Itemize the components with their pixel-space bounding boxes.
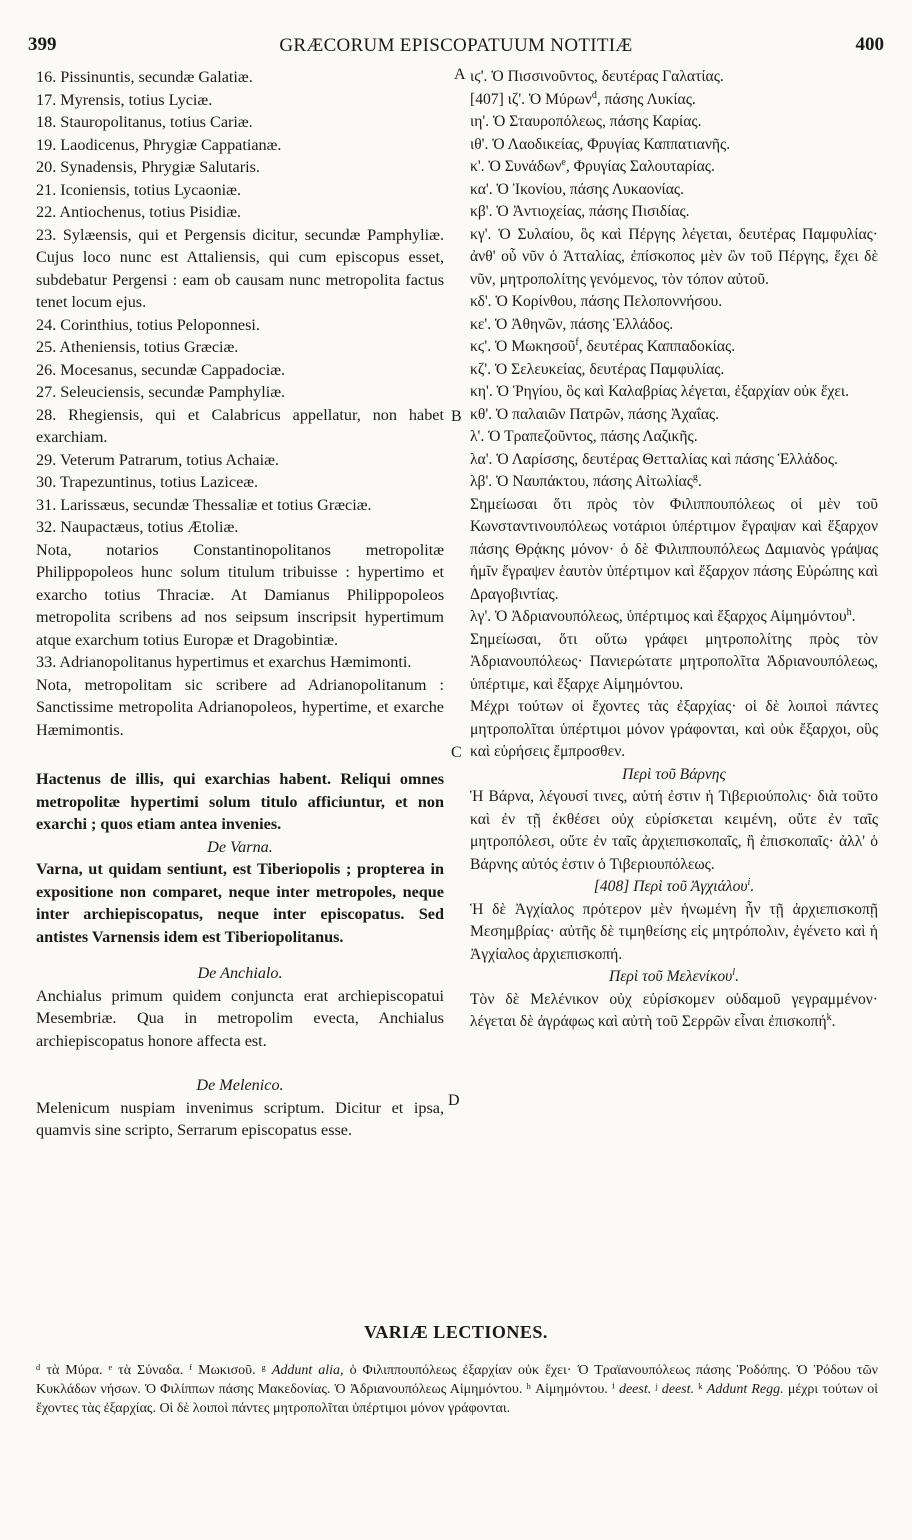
variae-lectiones-heading: VARIÆ LECTIONES. (364, 1322, 548, 1342)
greek-note: Σημείωσαι, ὅτι οὕτω γράφει μητροπολίτης πρὸς τὸν Ἀδριανουπόλεως· Πανιερώτατε μητροπολῖτα Ἀδριανουπόλεως, ὑπέρτιμε, καὶ ἔξαρχε Αἱμημόντου. (470, 630, 878, 693)
variant-marker: ᵍ (261, 1363, 266, 1378)
greek-entry: κθ'. Ὁ παλαιῶν Πατρῶν, πάσης Ἀχαΐας. (470, 405, 720, 423)
variant-editorial-note: deest. (661, 1382, 694, 1397)
latin-entry: 33. Adrianopolitanus hypertimus et exarchus Hæmimonti. (36, 653, 412, 671)
greek-entry: κϛ'. Ὁ Μωκησοῦ$^f$, δευτέρας Καππαδοκίας. (470, 336, 736, 355)
latin-column (36, 66, 444, 1142)
latin-entry: 20. Synadensis, Phrygiæ Salutaris. (36, 158, 260, 176)
greek-paragraph: Μέχρι τούτων οἱ ἔχοντες τὰς ἐξαρχίας· οἱ δὲ λοιποὶ πάντες μητροπολῖται ὑπέρτιμοι μόνον γράφονται, καὶ οὐκ ἔξαρχοι, οὓς καὶ εὑρήσεις ἔμπροσθεν. (470, 698, 878, 760)
running-title: GRÆCORUM EPISCOPATUUM NOTITIÆ (279, 35, 633, 56)
latin-entry: 29. Veterum Patrarum, totius Achaiæ. (36, 450, 279, 469)
variant-note: μέχρι τούτων οἱ ἔχοντες τὰς ἐξαρχίας. Οἱ δὲ λοιποὶ πάντες μητροπολῖται ὑπέρτιμοι μόνον γράφονται. (36, 1382, 878, 1416)
variant-note: ᵉ τὰ Σύναδα. (108, 1363, 184, 1378)
latin-entry: 31. Larissæus, secundæ Thessaliæ et totius Græciæ. (36, 495, 372, 514)
latin-entry: 21. Iconiensis, totius Lycaoniæ. (36, 180, 242, 199)
variant-editorial-note: Addunt Regg. (706, 1382, 784, 1397)
variant-note: ᶠ Μωκισοῦ. (189, 1363, 256, 1378)
greek-subheading: Περὶ τοῦ Βάρνης (622, 765, 726, 783)
latin-entry: 23. Sylæensis, qui et Pergensis dicitur, secundæ Pamphyliæ. Cujus loco nunc est Attaliensis, qui cum episcopus esset, subdebatur Pergensi : eam ob causam nunc metropolita factus tenet locum ejus. (36, 225, 444, 311)
greek-entry: ιη'. Ὁ Σταυροπόλεως, πάσης Καρίας. (470, 113, 702, 130)
margin-letter-c: C (451, 744, 462, 761)
latin-paragraph: Varna, ut quidam sentiunt, est Tiberiopolis ; propterea in expositione non comparet, neque inter metropoles, neque inter archiepiscopatus, neque inter episcopatus. Sed antistes Varnensis idem est Tiberiopolitanus. (36, 860, 444, 946)
greek-paragraph: Τὸν δὲ Μελένικον οὐχ εὑρίσκομεν οὐδαμοῦ γεγραμμένον· λέγεται δὲ ἀγράφως καὶ αὐτὴ τοῦ Σερρῶν εἶναι ἐπισκοπή$^k$. (470, 990, 878, 1030)
variae-lectiones-notes (36, 1361, 878, 1418)
latin-paragraph: Hactenus de illis, qui exarchias habent. Reliqui omnes metropolitæ hypertimi solum titulo afficiuntur, et non exarchi ; quos etiam antea invenies. (36, 770, 444, 833)
greek-entry: κε'. Ὁ Ἀθηνῶν, πάσης Ἑλλάδος. (470, 315, 674, 333)
latin-subheading: De Melenico. (196, 1076, 284, 1094)
greek-entry: κδ'. Ὁ Κορίνθου, πάσης Πελοποννήσου. (470, 293, 723, 310)
latin-entry: 16. Pissinuntis, secundæ Galatiæ. (36, 68, 253, 86)
latin-entry: 26. Mocesanus, secundæ Cappadociæ. (36, 360, 286, 379)
latin-paragraph: Melenicum nuspiam invenimus scriptum. Dicitur et ipsa, quamvis sine scripto, Serrarum episcopatus esse. (36, 1098, 444, 1139)
greek-entry: κ'. Ὁ Συνάδων$^e$, Φρυγίας Σαλουταρίας. (470, 156, 715, 175)
greek-entry: κη'. Ὁ Ῥηγίου, ὃς καὶ Καλαβρίας λέγεται, ἐξαρχίαν οὐκ ἔχει. (470, 383, 850, 400)
page-number-right: 400 (855, 34, 884, 55)
greek-entry: λβ'. Ὁ Ναυπάκτου, πάσης Αἰτωλίας$^g$. (470, 471, 702, 490)
greek-entry: κα'. Ὁ Ἰκονίου, πάσης Λυκαονίας. (470, 180, 684, 198)
greek-paragraph: Ἡ δὲ Ἀγχίαλος πρότερον μὲν ἡνωμένη ἦν τῇ ἀρχιεπισκοπῇ Μεσημβρίας· αὐτῆς δὲ τιμηθείσης εἰς μητρόπολιν, ἐγένετο καὶ ἡ Ἀγχίαλος ἀρχιεπισκοπή. (470, 900, 878, 963)
margin-letter-a: A (454, 66, 466, 83)
page-header (28, 34, 884, 64)
greek-entry: λ'. Ὁ Τραπεζοῦντος, πάσης Λαζικῆς. (470, 428, 698, 445)
margin-letter-b: B (451, 408, 462, 425)
greek-subheading: [408] Περὶ τοῦ Ἀγχιάλου$^i$. (593, 876, 755, 895)
greek-paragraph: Ἡ Βάρνα, λέγουσί τινες, αὐτή ἐστιν ἡ Τιβεριούπολις· διὰ τοῦτο καὶ ἐν τῇ ἐκθέσει οὐχ εὑρίσκεται κειμένη, οὔτε ἐν ταῖς μητροπόλεσι, οὔτε ἐν ταῖς ἀρχιεπισκοπαῖς, ἢ ἐπισκοπαῖς· ἀλλ' ὁ Βάρνης αὐτός ἐστιν ὁ Τιβεριουπόλεως. (470, 788, 878, 873)
variant-marker: ⁱ (611, 1382, 615, 1397)
greek-entry: κγ'. Ὁ Συλαίου, ὃς καὶ Πέργης λέγεται, δευτέρας Παμφυλίας· ἀνθ' οὗ νῦν ὁ Ἀτταλίας, ἐπίσκοπος μὲν ὢν τοῦ Πέργης, ἔχει δὲ νῦν, μητροπολίτης γενόμενος, τὸν τόπον αὐτοῦ. (470, 225, 878, 288)
greek-entry: [407] ιζ'. Ὁ Μύρων$^d$, πάσης Λυκίας. (470, 89, 696, 108)
spacer (36, 1052, 444, 1074)
latin-entry: 32. Naupactæus, totius Ætoliæ. (36, 518, 239, 536)
variant-editorial-note: deest. (618, 1382, 652, 1397)
latin-entry: 28. Rhegiensis, qui et Calabricus appellatur, non habet exarchiam. (36, 405, 444, 446)
latin-subheading: De Varna. (207, 837, 273, 856)
latin-entry: 18. Stauropolitanus, totius Cariæ. (36, 113, 253, 131)
greek-entry: ιθ'. Ὁ Λαοδικείας, Φρυγίας Καππατιανῆς. (470, 135, 731, 153)
latin-entry: 17. Myrensis, totius Lyciæ. (36, 90, 213, 109)
variant-marker: ʲ (655, 1382, 658, 1397)
greek-column (470, 66, 878, 1034)
greek-entry: λγ'. Ὁ Ἀδριανουπόλεως, ὑπέρτιμος καὶ ἔξαρχος Αἱμημόντου$^h$. (470, 606, 856, 625)
variant-editorial-note: Addunt alia, (271, 1363, 344, 1378)
greek-subheading: Περὶ τοῦ Μελενίκου$^l$. (609, 966, 739, 985)
latin-note: Nota, metropolitam sic scribere ad Adrianopolitanum : Sanctissime metropolita Adrianopoleos, hypertime, et exarche Hæmimontis. (36, 675, 444, 739)
greek-entry: κζ'. Ὁ Σελευκείας, δευτέρας Παμφυλίας. (470, 360, 725, 378)
greek-entry: κβ'. Ὁ Ἀντιοχείας, πάσης Πισιδίας. (470, 203, 690, 220)
latin-entry: 24. Corinthius, totius Peloponnesi. (36, 315, 260, 334)
latin-entry: 19. Laodicenus, Phrygiæ Cappatianæ. (36, 135, 282, 154)
page-number-left: 399 (28, 34, 57, 55)
latin-entry: 30. Trapezuntinus, totius Laziceæ. (36, 473, 259, 491)
spacer (36, 741, 444, 768)
latin-entry: 22. Antiochenus, totius Pisidiæ. (36, 203, 242, 221)
latin-entry: 25. Atheniensis, totius Græciæ. (36, 338, 239, 356)
variant-note: ᵈ τὰ Μύρα. (36, 1363, 103, 1378)
variant-note: ὁ Φιλιππουπόλεως ἐξαρχίαν οὐκ ἔχει· Ὁ Τραϊανουπόλεως πάσης Ῥοδόπης. Ὁ Ῥόδου τῶν Κυκλάδων νήσων. Ὁ Φιλίππων πάσης Μακεδονίας. Ὁ Ἀδριανουπόλεως Αἱμημόντου. (36, 1363, 878, 1397)
latin-paragraph: Anchialus primum quidem conjuncta erat archiepiscopatui Mesembriæ. Qua in metropolim evecta, Anchialus archiepiscopatus honore affecta est. (36, 986, 444, 1050)
greek-entry: ιϛ'. Ὁ Πισσινοῦντος, δευτέρας Γαλατίας. (470, 68, 724, 85)
greek-note: Σημείωσαι ὅτι πρὸς τὸν Φιλιππουπόλεως οἱ μὲν τοῦ Κωνσταντινουπόλεως νοτάριοι ὑπέρτιμον ἔγραψαν καὶ ἔξαρχον πάσης Θρᾴκης μόνον· ὁ δὲ Φιλιππουπόλεως Δαμιανὸς γράψας ἡμῖν ἔγραψεν ἑαυτὸν ὑπέρτιμον καὶ ἔξαρχον πάσης Εὐρώπης καὶ Δραγοβιντίας. (470, 495, 878, 603)
latin-subheading: De Anchialo. (197, 964, 283, 982)
latin-note: Nota, notarios Constantinopolitanos metropolitæ Philippopoleos hunc solum titulum tribuisse : hypertimo et exarcho totius Thraciæ. At Damianus Philippopoleos metropolita scribens ad nos seipsum inscripsit hypertimum atque exarchum totius Europæ et Dragobintiæ. (36, 540, 444, 649)
variant-note: ʰ Αἱμημόντου. (526, 1382, 608, 1397)
greek-entry: λα'. Ὁ Λαρίσσης, δευτέρας Θετταλίας καὶ πάσης Ἑλλάδος. (470, 450, 838, 468)
latin-entry: 27. Seleuciensis, secundæ Pamphyliæ. (36, 383, 286, 401)
margin-letter-d: D (448, 1092, 460, 1109)
variant-marker: ᵏ (698, 1382, 703, 1397)
